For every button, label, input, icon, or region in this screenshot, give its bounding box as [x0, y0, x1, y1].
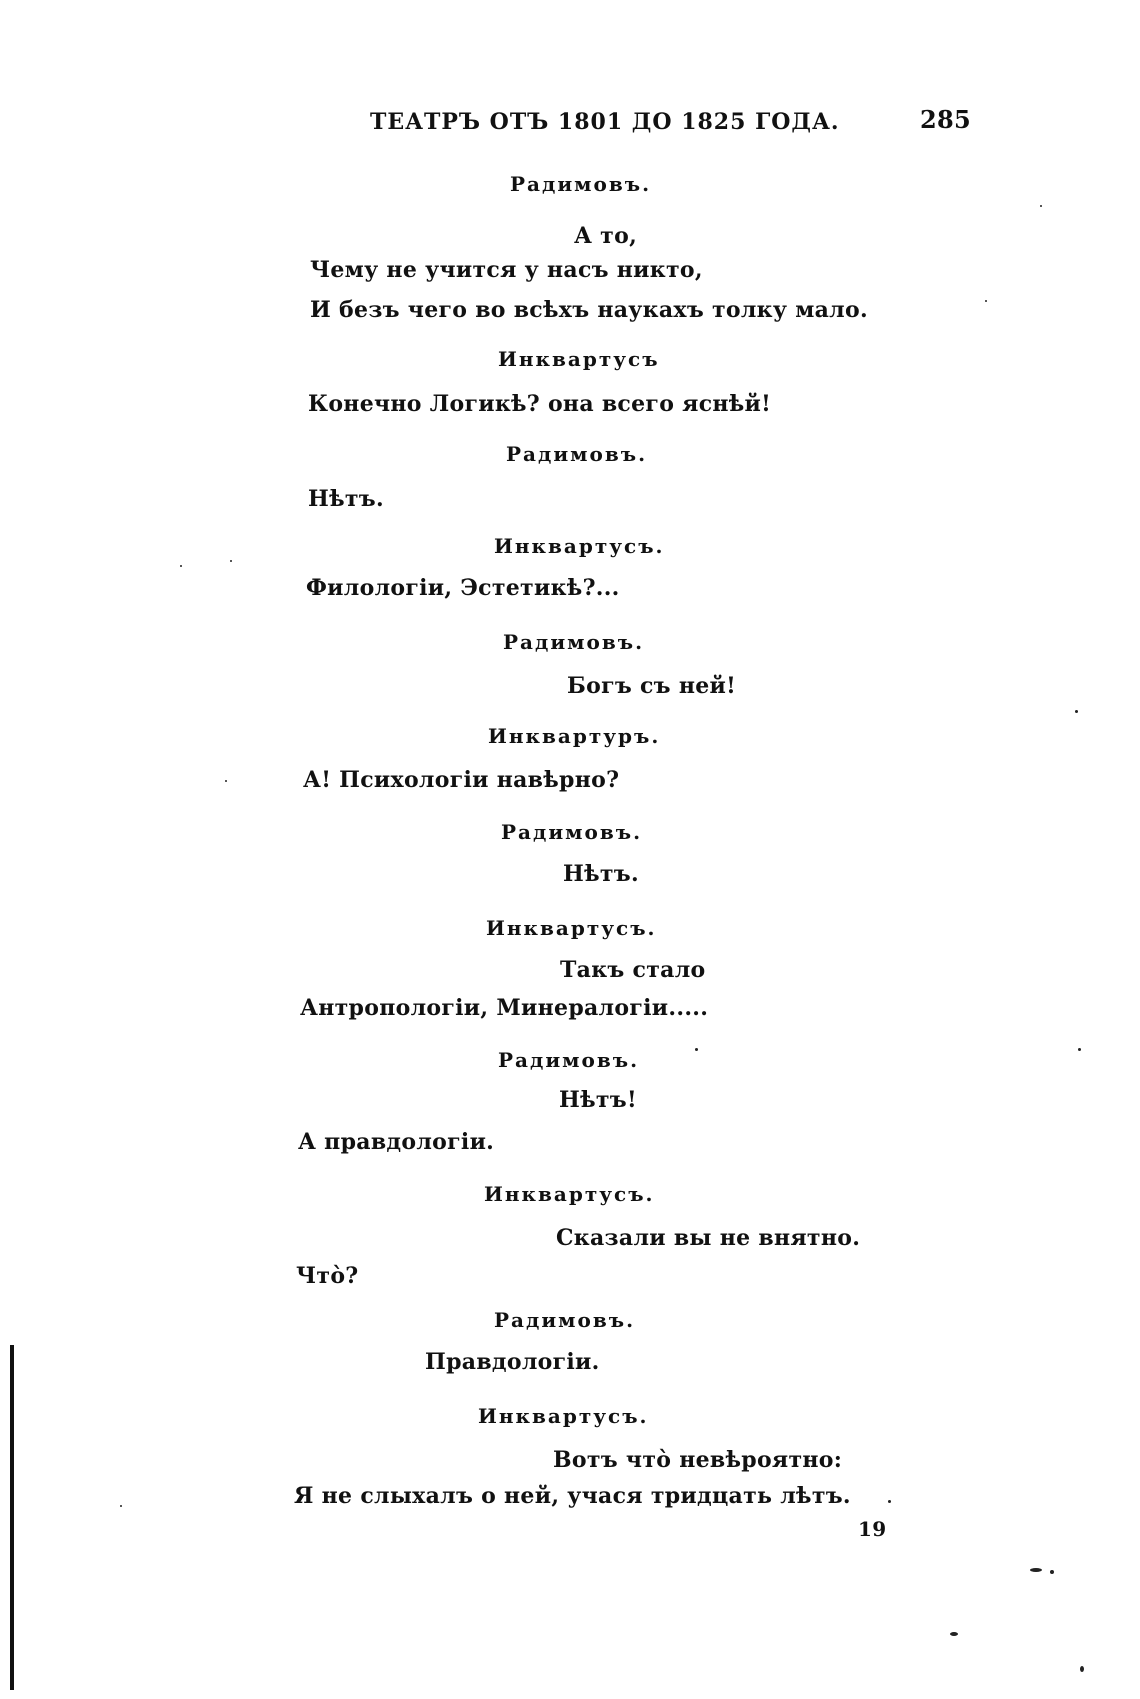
verse-line: Такъ стало: [560, 957, 706, 983]
running-title: ТЕАТРЪ ОТЪ 1801 ДО 1825 ГОДА.: [370, 109, 840, 135]
verse-line: Что̀?: [296, 1263, 359, 1289]
scan-speck: [1080, 1666, 1084, 1672]
speaker-name: Инквартуръ.: [488, 724, 661, 748]
scan-speck: [985, 300, 987, 302]
verse-line: Конечно Логикѣ? она всего яснѣй!: [308, 391, 772, 417]
page-number: 285: [920, 105, 971, 134]
verse-line: Чему не учится у насъ никто,: [310, 257, 703, 283]
verse-line: А то,: [574, 223, 638, 249]
verse-line: Антропологіи, Минералогіи.....: [300, 995, 709, 1021]
verse-line: Сказали вы не внятно.: [556, 1225, 861, 1251]
scan-speck: [225, 780, 227, 782]
scan-speck: [120, 1505, 122, 1507]
scan-speck: [888, 1500, 891, 1503]
speaker-name: Радимовъ.: [503, 630, 645, 654]
speaker-name: Инквартусъ.: [486, 916, 657, 940]
verse-line: Вотъ что̀ невѣроятно:: [553, 1447, 843, 1473]
binding-edge-line: [10, 1345, 14, 1690]
speaker-name: Инквартусъ.: [484, 1182, 655, 1206]
scan-speck: [1075, 710, 1078, 713]
verse-line: Богъ съ ней!: [567, 673, 737, 699]
verse-line: Нѣтъ.: [308, 486, 384, 512]
scan-speck: [180, 565, 182, 567]
speaker-name: Инквартусъ.: [494, 534, 665, 558]
verse-line: А! Психологіи навѣрно?: [303, 767, 620, 793]
verse-line: А правдологіи.: [298, 1129, 495, 1155]
scan-speck: [1078, 1048, 1081, 1051]
scan-speck: [695, 1048, 698, 1051]
speaker-name: Радимовъ.: [494, 1308, 636, 1332]
scan-speck: [1030, 1568, 1042, 1572]
speaker-name: Инквартусъ: [498, 347, 660, 371]
verse-line: Нѣтъ!: [559, 1087, 637, 1113]
verse-line: Правдологіи.: [425, 1349, 600, 1375]
speaker-name: Радимовъ.: [498, 1048, 640, 1072]
verse-line: Филологіи, Эстетикѣ?...: [306, 575, 620, 601]
signature-mark: 19: [858, 1517, 887, 1541]
verse-line: Я не слыхалъ о ней, учася тридцать лѣтъ.: [294, 1483, 851, 1509]
verse-line: И безъ чего во всѣхъ наукахъ толку мало.: [310, 297, 868, 323]
scan-speck: [950, 1632, 958, 1636]
scan-speck: [1040, 205, 1042, 207]
scan-speck: [1050, 1570, 1054, 1574]
speaker-name: Радимовъ.: [506, 442, 648, 466]
speaker-name: Радимовъ.: [501, 820, 643, 844]
verse-line: Нѣтъ.: [563, 861, 639, 887]
scan-speck: [230, 560, 232, 562]
speaker-name: Инквартусъ.: [478, 1404, 649, 1428]
speaker-name: Радимовъ.: [510, 172, 652, 196]
